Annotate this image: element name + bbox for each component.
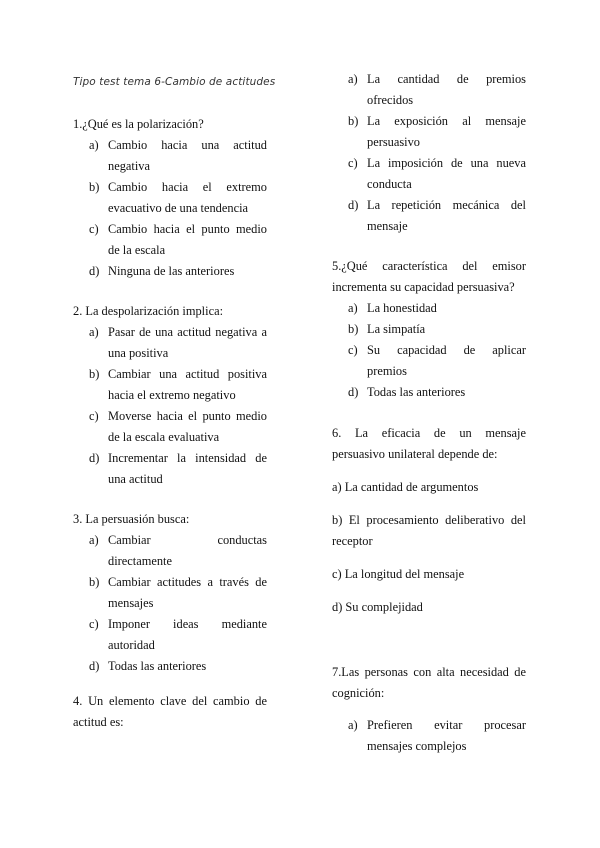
question-text: 5.¿Qué característica del emisor incrementa su capacidad persuasiva? [332,259,526,294]
option-marker: c) [89,222,99,236]
option-item [89,406,267,448]
option-marker: b) [89,575,100,589]
option-marker: b) [348,114,359,128]
option-text: Cambiar actitudes a través de mensajes [108,575,267,610]
question-1 [73,114,267,282]
option-marker: a) [89,325,99,339]
question-4-options [332,69,526,237]
option-text: La simpatía [367,322,426,336]
question-6 [332,423,526,618]
option-list [332,298,526,403]
option-text: Todas las anteriores [367,385,466,399]
option-marker: b) [348,322,359,336]
option-list [332,715,526,757]
option-list [73,530,267,677]
question-text: 3. La persuasión busca: [73,512,190,526]
option-item [348,319,526,340]
option-text: La honestidad [367,301,437,315]
option-text: Cambiar conductas directamente [108,533,267,568]
option-item [89,177,267,219]
option-text: La imposición de una nueva conducta [367,156,526,191]
option-marker: a) [348,301,358,315]
option-text: Incrementar la intensidad de una actitud [108,451,267,486]
option-text: Imponer ideas mediante autoridad [108,617,267,652]
option-item [348,153,526,195]
question-text: 6. La eficacia de un mensaje persuasivo unilateral depende de: [332,426,526,461]
left-column [73,114,267,733]
option-item [348,715,526,757]
option-item [89,448,267,490]
option-text: Cambio hacia el punto medio de la escala [108,222,267,257]
option-text: Su capacidad de aplicar premios [367,343,526,378]
paragraph-option: c) La longitud del mensaje [332,567,465,581]
option-text: Todas las anteriores [108,659,207,673]
option-marker: b) [89,180,100,194]
option-text: Cambio hacia el extremo evacuativo de una tendencia [108,180,267,215]
option-marker: a) [89,138,99,152]
paragraph-option: a) La cantidad de argumentos [332,480,479,494]
paragraph-option: d) Su complejidad [332,600,423,614]
option-item [89,261,267,282]
option-item [348,382,526,403]
option-item [348,298,526,319]
question-2 [73,301,267,490]
option-item [89,572,267,614]
question-text: 7.Las personas con alta necesidad de cognición: [332,665,526,700]
option-text: Cambio hacia una actitud negativa [108,138,267,173]
option-marker: b) [89,367,100,381]
option-text: Pasar de una actitud negativa a una positiva [108,325,267,360]
option-marker: d) [89,264,100,278]
option-marker: d) [89,659,100,673]
document-header: Tipo test tema 6-Cambio de actitudes [73,76,276,88]
option-item [348,195,526,237]
option-text: Cambiar una actitud positiva hacia el extremo negativo [108,367,267,402]
option-text: Moverse hacia el punto medio de la escala evaluativa [108,409,267,444]
option-list [73,135,267,282]
question-text: 2. La despolarización implica: [73,304,224,318]
option-marker: d) [89,451,100,465]
paragraph-option: b) El procesamiento deliberativo del receptor [332,513,526,548]
option-text: La exposición al mensaje persuasivo [367,114,526,149]
option-item [89,364,267,406]
option-text: Ninguna de las anteriores [108,264,235,278]
question-4 [73,691,267,733]
question-text: 4. Un elemento clave del cambio de actitud es: [73,694,267,729]
option-marker: c) [89,409,99,423]
option-item [89,656,267,677]
question-7 [332,662,526,757]
question-text: 1.¿Qué es la polarización? [73,117,204,131]
option-marker: d) [348,198,359,212]
option-text: La cantidad de premios ofrecidos [367,72,526,107]
option-item [89,322,267,364]
option-item [89,135,267,177]
right-column [332,69,526,757]
option-marker: a) [348,72,358,86]
option-marker: c) [348,343,358,357]
option-marker: a) [89,533,99,547]
question-5 [332,256,526,403]
option-marker: d) [348,385,359,399]
option-marker: c) [348,156,358,170]
option-item [348,340,526,382]
option-item [89,614,267,656]
option-text: La repetición mecánica del mensaje [367,198,526,233]
option-marker: c) [89,617,99,631]
option-item [89,219,267,261]
option-item [348,111,526,153]
question-3 [73,509,267,677]
option-text: Prefieren evitar procesar mensajes complejos [367,718,526,753]
option-item [348,69,526,111]
option-list [73,322,267,490]
option-marker: a) [348,718,358,732]
option-item [89,530,267,572]
